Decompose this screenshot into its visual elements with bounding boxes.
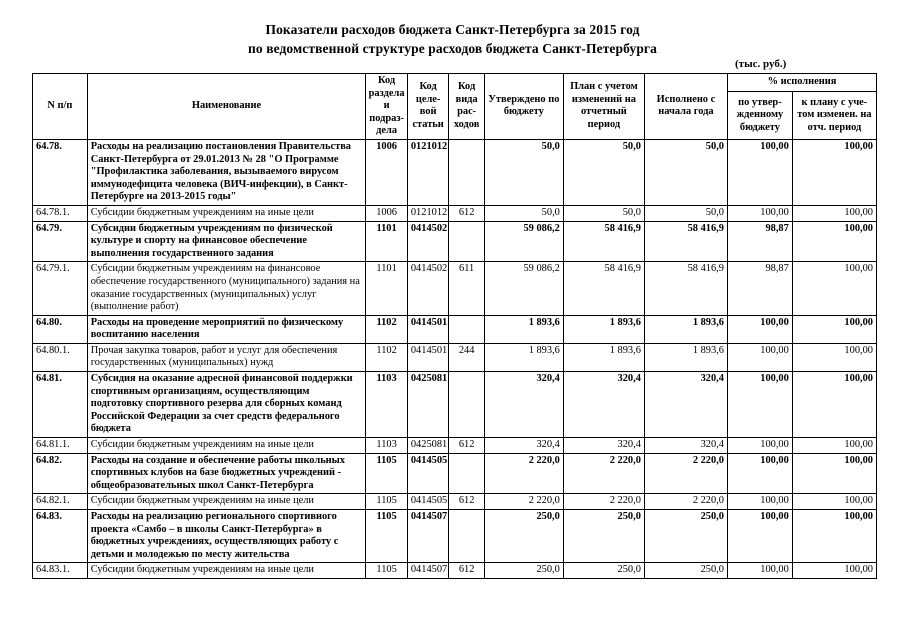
cell-vid: 612 xyxy=(449,438,484,454)
cell-name: Субсидии бюджетным учреждениям по физической культуре и спорту на финансовое обеспечение выполнения государственного задания xyxy=(87,221,366,262)
cell-num: 64.79.1. xyxy=(33,262,88,315)
cell-pct-plan: 100,00 xyxy=(792,262,876,315)
cell-vid xyxy=(449,221,484,262)
cell-approved: 59 086,2 xyxy=(484,221,563,262)
cell-vid: 612 xyxy=(449,205,484,221)
cell-pct-approved: 100,00 xyxy=(727,453,792,494)
cell-name: Расходы на реализацию регионального спортивного проекта «Самбо – в школы Санкт-Петербурга» в бюджетных учреждениях, осуществляющих работу с детьми и молодежью по месту жительства xyxy=(87,510,366,563)
cell-executed: 1 893,6 xyxy=(644,343,727,371)
cell-approved: 250,0 xyxy=(484,563,563,579)
cell-pct-plan: 100,00 xyxy=(792,510,876,563)
cell-executed: 58 416,9 xyxy=(644,221,727,262)
header-approved: Утверждено по бюджету xyxy=(484,74,563,140)
cell-plan: 250,0 xyxy=(563,563,644,579)
cell-statya: 0414501 xyxy=(407,343,449,371)
cell-pct-approved: 100,00 xyxy=(727,205,792,221)
cell-plan: 1 893,6 xyxy=(563,343,644,371)
table-row xyxy=(33,262,877,315)
cell-executed: 2 220,0 xyxy=(644,453,727,494)
cell-executed: 320,4 xyxy=(644,438,727,454)
cell-approved: 2 220,0 xyxy=(484,494,563,510)
cell-name: Субсидии бюджетным учреждениям на иные цели xyxy=(87,494,366,510)
cell-razdel: 1006 xyxy=(366,139,408,205)
table-row xyxy=(33,139,877,205)
cell-approved: 50,0 xyxy=(484,139,563,205)
cell-razdel: 1105 xyxy=(366,563,408,579)
cell-razdel: 1105 xyxy=(366,510,408,563)
cell-pct-approved: 100,00 xyxy=(727,372,792,438)
cell-executed: 2 220,0 xyxy=(644,494,727,510)
cell-pct-plan: 100,00 xyxy=(792,453,876,494)
header-vid: Код вида рас-ходов xyxy=(449,74,484,140)
cell-executed: 1 893,6 xyxy=(644,315,727,343)
cell-pct-approved: 100,00 xyxy=(727,563,792,579)
table-row xyxy=(33,453,877,494)
header-razdel: Код раздела и подраз-дела xyxy=(366,74,408,140)
cell-approved: 1 893,6 xyxy=(484,343,563,371)
cell-approved: 50,0 xyxy=(484,205,563,221)
cell-razdel: 1105 xyxy=(366,453,408,494)
header-pct-group: % исполнения xyxy=(727,74,876,92)
cell-num: 64.78. xyxy=(33,139,88,205)
cell-statya: 0425081 xyxy=(407,372,449,438)
cell-num: 64.82. xyxy=(33,453,88,494)
cell-num: 64.82.1. xyxy=(33,494,88,510)
cell-num: 64.80. xyxy=(33,315,88,343)
cell-statya: 0425081 xyxy=(407,438,449,454)
header-plan: План с учетом изменений на отчетный период xyxy=(563,74,644,140)
cell-approved: 59 086,2 xyxy=(484,262,563,315)
cell-pct-plan: 100,00 xyxy=(792,494,876,510)
cell-statya: 0414501 xyxy=(407,315,449,343)
cell-pct-approved: 100,00 xyxy=(727,343,792,371)
cell-executed: 250,0 xyxy=(644,563,727,579)
cell-vid: 612 xyxy=(449,563,484,579)
cell-pct-approved: 100,00 xyxy=(727,438,792,454)
cell-executed: 50,0 xyxy=(644,139,727,205)
cell-razdel: 1105 xyxy=(366,494,408,510)
cell-name: Расходы на реализацию постановления Правительства Санкт-Петербурга от 29.01.2013 № 28 "О Программе "Профилактика заболевания, вызываемого вирусом иммунодефицита человека (ВИЧ-инфекции), в Санкт-Петербурге на 2013-2015 годы" xyxy=(87,139,366,205)
cell-statya: 0414502 xyxy=(407,221,449,262)
cell-pct-plan: 100,00 xyxy=(792,438,876,454)
cell-executed: 250,0 xyxy=(644,510,727,563)
cell-approved: 2 220,0 xyxy=(484,453,563,494)
cell-pct-approved: 100,00 xyxy=(727,510,792,563)
cell-approved: 320,4 xyxy=(484,372,563,438)
cell-name: Расходы на создание и обеспечение работы школьных спортивных клубов на базе бюджетных учреждений - общеобразовательных школ Санкт-Петербурга xyxy=(87,453,366,494)
cell-statya: 0414502 xyxy=(407,262,449,315)
cell-num: 64.81. xyxy=(33,372,88,438)
cell-statya: 0414507 xyxy=(407,510,449,563)
cell-num: 64.81.1. xyxy=(33,438,88,454)
table-row xyxy=(33,315,877,343)
cell-executed: 58 416,9 xyxy=(644,262,727,315)
cell-pct-approved: 100,00 xyxy=(727,139,792,205)
cell-pct-plan: 100,00 xyxy=(792,221,876,262)
cell-statya: 0121012 xyxy=(407,139,449,205)
cell-approved: 250,0 xyxy=(484,510,563,563)
cell-pct-plan: 100,00 xyxy=(792,343,876,371)
header-statya: Код целе-вой статьи xyxy=(407,74,449,140)
budget-table xyxy=(32,73,877,579)
cell-statya: 0414505 xyxy=(407,453,449,494)
cell-pct-approved: 98,87 xyxy=(727,262,792,315)
cell-approved: 320,4 xyxy=(484,438,563,454)
cell-pct-plan: 100,00 xyxy=(792,372,876,438)
table-row xyxy=(33,205,877,221)
cell-pct-approved: 98,87 xyxy=(727,221,792,262)
cell-plan: 250,0 xyxy=(563,510,644,563)
header-num: N п/п xyxy=(33,74,88,140)
cell-razdel: 1103 xyxy=(366,438,408,454)
header-name: Наименование xyxy=(87,74,366,140)
cell-num: 64.83.1. xyxy=(33,563,88,579)
cell-plan: 320,4 xyxy=(563,438,644,454)
cell-razdel: 1103 xyxy=(366,372,408,438)
cell-num: 64.79. xyxy=(33,221,88,262)
cell-plan: 50,0 xyxy=(563,205,644,221)
cell-plan: 58 416,9 xyxy=(563,262,644,315)
cell-statya: 0414507 xyxy=(407,563,449,579)
cell-pct-plan: 100,00 xyxy=(792,315,876,343)
cell-pct-approved: 100,00 xyxy=(727,315,792,343)
cell-plan: 2 220,0 xyxy=(563,494,644,510)
table-row xyxy=(33,494,877,510)
cell-plan: 2 220,0 xyxy=(563,453,644,494)
cell-plan: 50,0 xyxy=(563,139,644,205)
cell-num: 64.83. xyxy=(33,510,88,563)
table-row xyxy=(33,372,877,438)
header-pct-plan: к плану с уче-том изменен. на отч. период xyxy=(792,92,876,140)
cell-name: Прочая закупка товаров, работ и услуг для обеспечения государственных (муниципальных) нужд xyxy=(87,343,366,371)
units-label: (тыс. руб.) xyxy=(735,58,787,70)
cell-name: Субсидия на оказание адресной финансовой поддержки спортивным организациям, осуществляющим подготовку спортивного резерва для сборных команд Российской Федерации за счет средств федерального бюджета xyxy=(87,372,366,438)
cell-statya: 0414505 xyxy=(407,494,449,510)
cell-razdel: 1102 xyxy=(366,343,408,371)
cell-name: Субсидии бюджетным учреждениям на иные цели xyxy=(87,563,366,579)
cell-name: Расходы на проведение мероприятий по физическому воспитанию населения xyxy=(87,315,366,343)
cell-pct-plan: 100,00 xyxy=(792,139,876,205)
cell-pct-approved: 100,00 xyxy=(727,494,792,510)
cell-vid: 612 xyxy=(449,494,484,510)
cell-name: Субсидии бюджетным учреждениям на иные цели xyxy=(87,205,366,221)
cell-vid xyxy=(449,139,484,205)
table-body xyxy=(33,139,877,578)
cell-pct-plan: 100,00 xyxy=(792,205,876,221)
cell-vid xyxy=(449,315,484,343)
cell-razdel: 1101 xyxy=(366,262,408,315)
cell-executed: 50,0 xyxy=(644,205,727,221)
cell-razdel: 1006 xyxy=(366,205,408,221)
table-row xyxy=(33,510,877,563)
cell-num: 64.80.1. xyxy=(33,343,88,371)
cell-razdel: 1102 xyxy=(366,315,408,343)
table-row xyxy=(33,438,877,454)
header-executed: Исполнено с начала года xyxy=(644,74,727,140)
page-title: Показатели расходов бюджета Санкт-Петербурга за 2015 год xyxy=(265,22,640,37)
header-pct-approved: по утвер-жденному бюджету xyxy=(727,92,792,140)
table-row xyxy=(33,343,877,371)
cell-vid: 611 xyxy=(449,262,484,315)
cell-plan: 1 893,6 xyxy=(563,315,644,343)
table-row xyxy=(33,221,877,262)
cell-statya: 0121012 xyxy=(407,205,449,221)
cell-vid xyxy=(449,510,484,563)
cell-plan: 58 416,9 xyxy=(563,221,644,262)
table-row xyxy=(33,563,877,579)
cell-vid xyxy=(449,372,484,438)
cell-vid: 244 xyxy=(449,343,484,371)
cell-executed: 320,4 xyxy=(644,372,727,438)
cell-plan: 320,4 xyxy=(563,372,644,438)
cell-pct-plan: 100,00 xyxy=(792,563,876,579)
cell-name: Субсидии бюджетным учреждениям на иные цели xyxy=(87,438,366,454)
cell-vid xyxy=(449,453,484,494)
cell-razdel: 1101 xyxy=(366,221,408,262)
cell-approved: 1 893,6 xyxy=(484,315,563,343)
cell-num: 64.78.1. xyxy=(33,205,88,221)
page-subtitle: по ведомственной структуре расходов бюджета Санкт-Петербурга xyxy=(247,41,658,56)
cell-name: Субсидии бюджетным учреждениям на финансовое обеспечение государственного (муниципального) задания на оказание государственных (муниципальных) услуг (выполнение работ) xyxy=(87,262,366,315)
